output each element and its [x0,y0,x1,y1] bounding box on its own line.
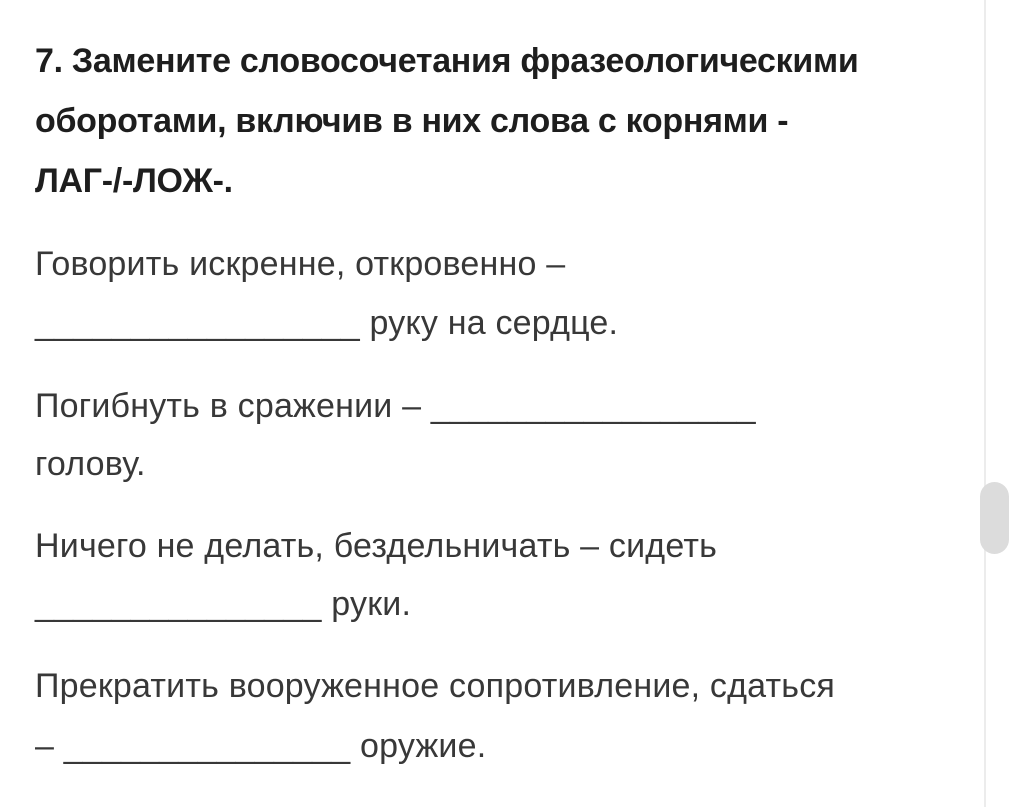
scrollbar-track[interactable] [984,0,986,807]
item-4-blank-phrase: – _______________ оружие. [35,727,487,765]
item-2-blank-phrase: голову. [35,445,146,483]
item-4-prompt: Прекратить вооруженное сопротивление, сдаться [35,667,836,705]
task-title-line-3: ЛАГ-/-ЛОЖ-. [35,162,233,200]
scrollbar-thumb[interactable] [980,482,1009,554]
task-title-line-1: 7. Замените словосочетания фразеологическими [35,42,859,80]
task-title-line-2: оборотами, включив в них слова с корнями - [35,102,789,140]
item-1-prompt: Говорить искренне, откровенно – [35,245,566,283]
item-3-prompt: Ничего не делать, бездельничать – сидеть [35,527,718,565]
item-1-blank-phrase: _________________ руку на сердце. [35,304,619,342]
item-2-prompt: Погибнуть в сражении – _________________ [35,387,756,425]
item-3-blank-phrase: _______________ руки. [35,585,412,623]
